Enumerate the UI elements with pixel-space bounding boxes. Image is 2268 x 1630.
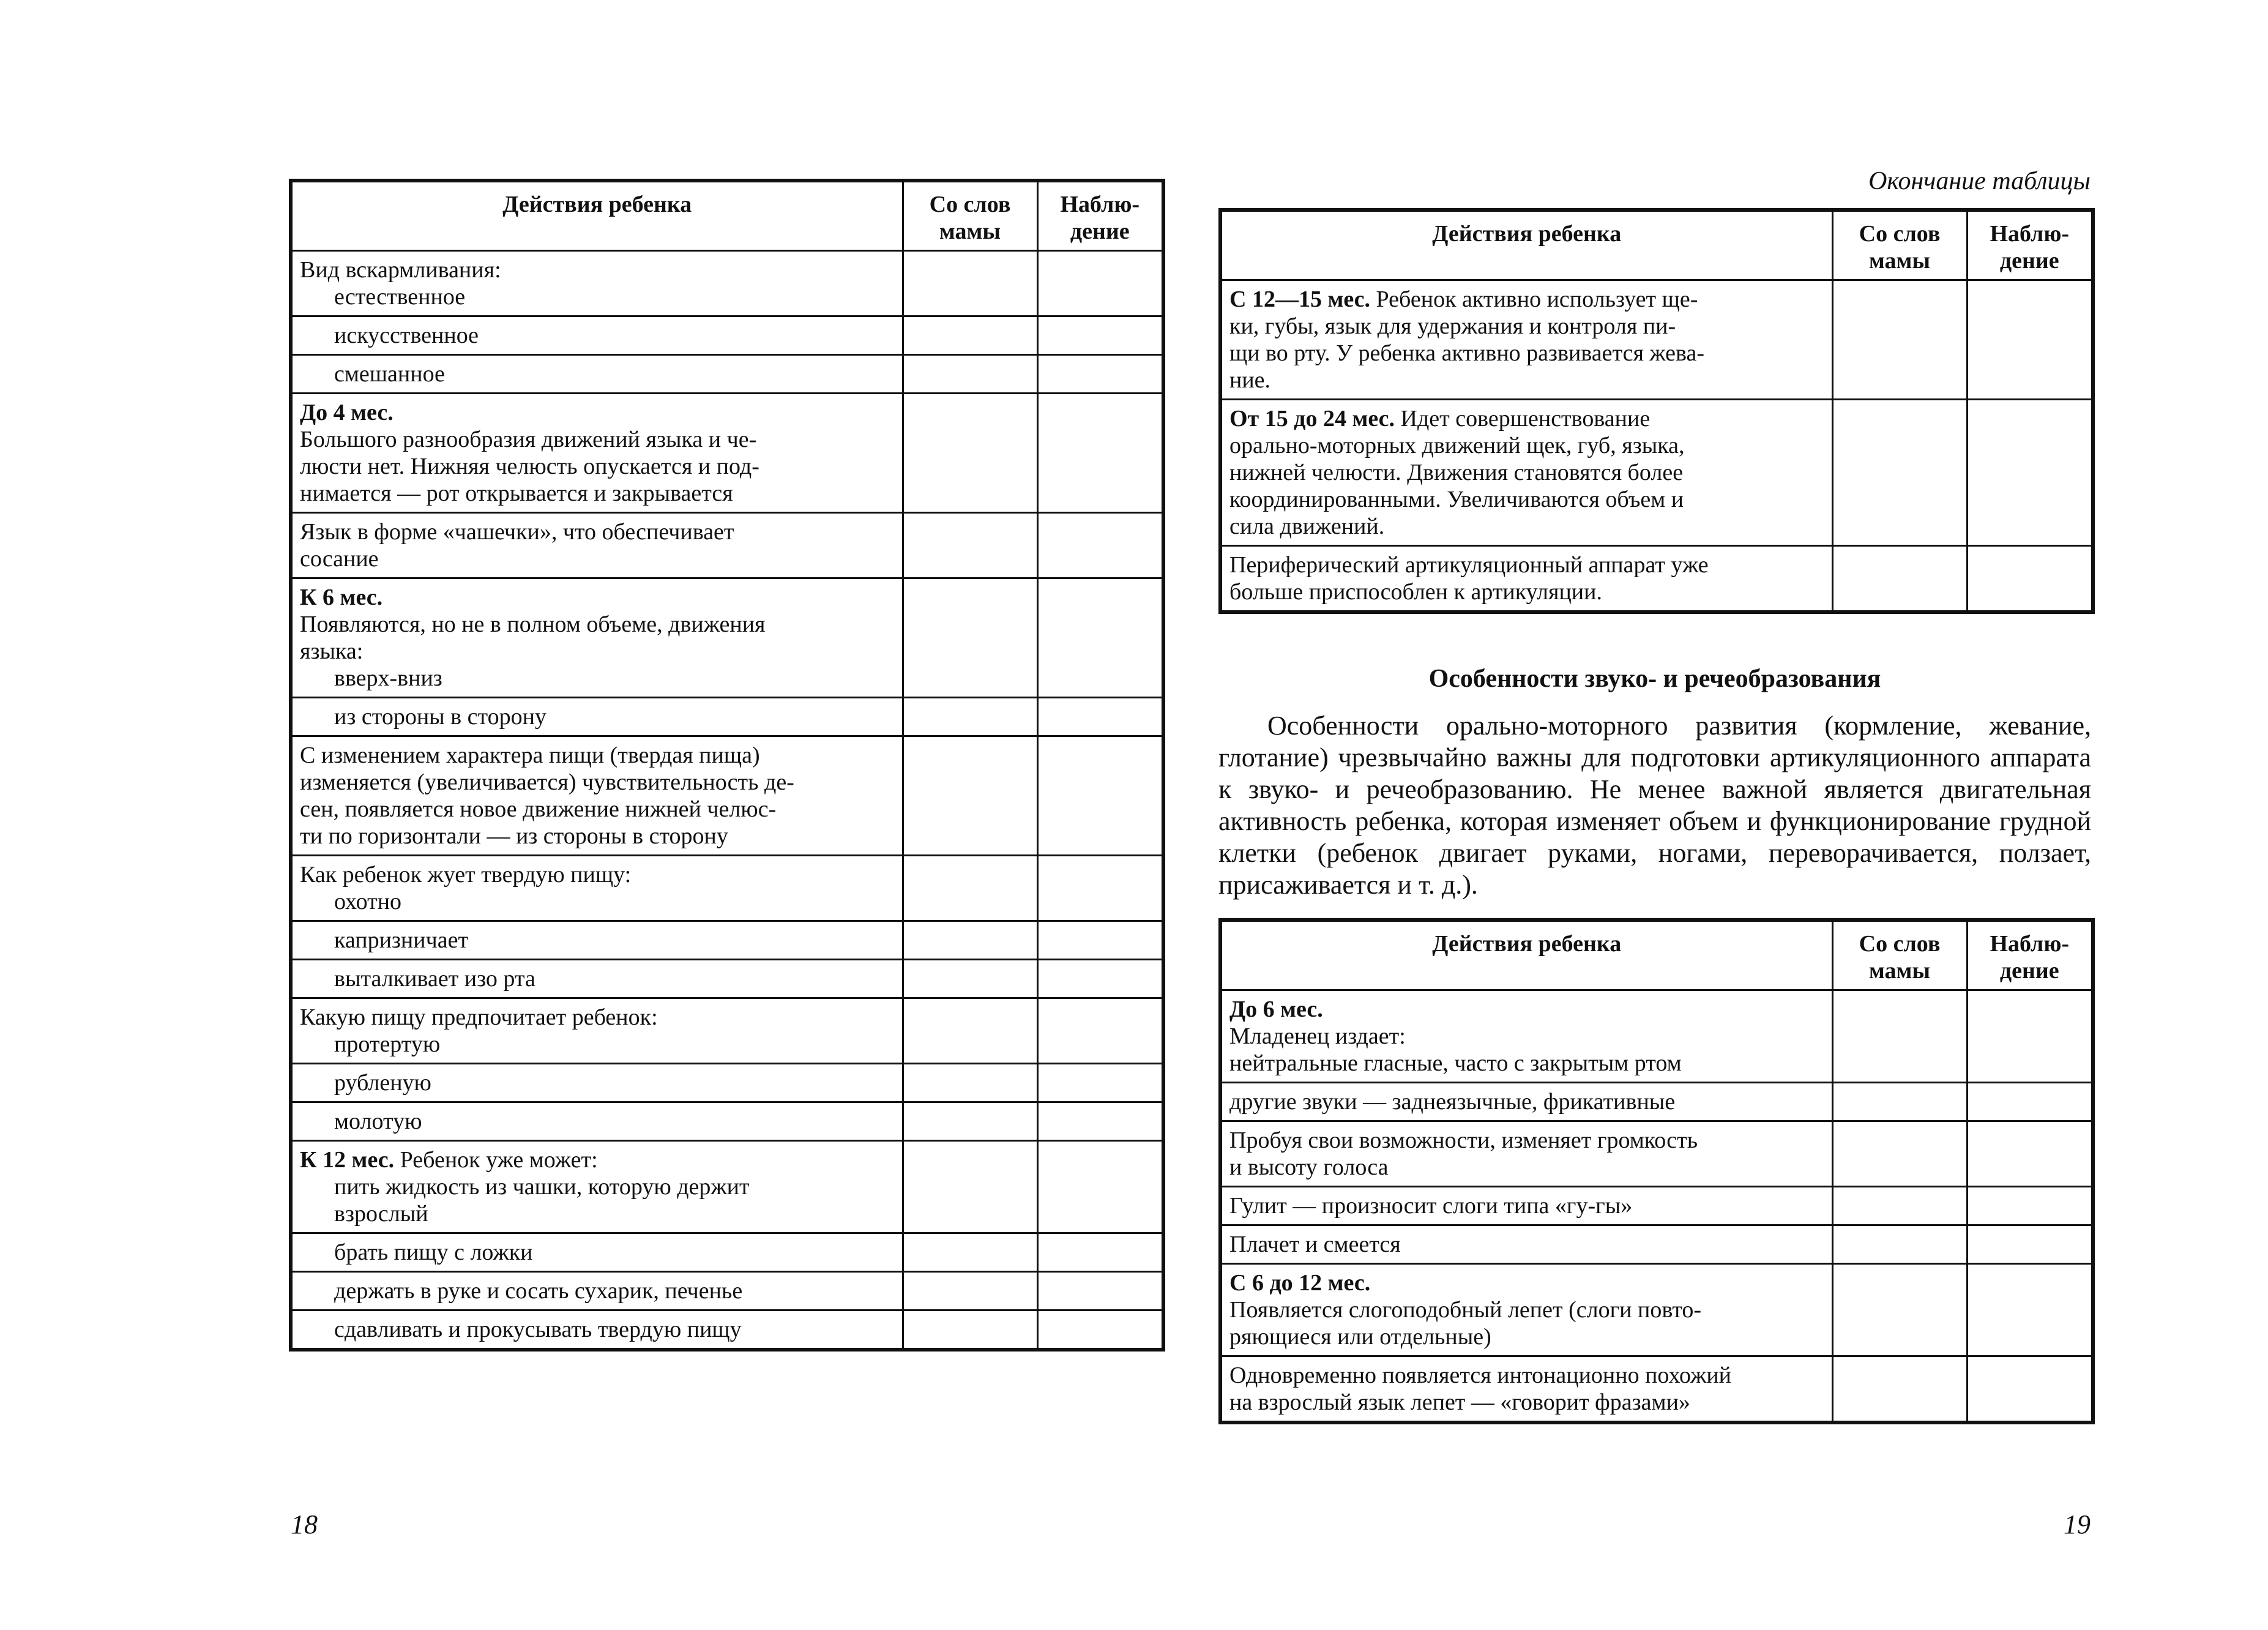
cell-text: Как ребенок жует твердую пищу: bbox=[300, 862, 632, 888]
column-header-action: Действия ребенка bbox=[291, 181, 903, 251]
age-label: С 6 до 12 мес. bbox=[1229, 1270, 1371, 1296]
cell-text: Появляются, но не в полном объеме, движения bbox=[300, 611, 766, 637]
cell-text: брать пищу с ложки bbox=[334, 1239, 533, 1265]
cell-text: другие звуки — заднеязычные, фрикативные bbox=[1229, 1089, 1676, 1115]
cell-text: орально-моторных движений щек, губ, языка, bbox=[1229, 433, 1685, 458]
cell-text: сдавливать и прокусывать твердую пищу bbox=[334, 1317, 742, 1342]
mom-answer-cell[interactable] bbox=[903, 921, 1037, 960]
cell-line bbox=[300, 861, 895, 888]
action-cell bbox=[1220, 1187, 1832, 1225]
table-row bbox=[291, 1141, 1163, 1233]
action-cell bbox=[1220, 546, 1832, 613]
cell-text: выталкивает изо рта bbox=[334, 966, 535, 992]
cell-text: Ребенок активно использует ще- bbox=[1370, 286, 1698, 312]
action-cell bbox=[1220, 280, 1832, 400]
cell-line bbox=[1229, 551, 1824, 578]
action-cell bbox=[291, 960, 903, 998]
action-cell bbox=[291, 1310, 903, 1350]
table-row bbox=[1220, 990, 2093, 1083]
cell-line bbox=[1229, 1050, 1824, 1077]
table-row bbox=[291, 921, 1163, 960]
cell-line bbox=[1229, 1192, 1824, 1219]
cell-line bbox=[1229, 367, 1824, 394]
cell-text: координированными. Увеличиваются объем и bbox=[1229, 487, 1684, 512]
cell-text: и высоту голоса bbox=[1229, 1154, 1389, 1180]
table-row bbox=[291, 316, 1163, 355]
cell-text: Какую пищу предпочитает ребенок: bbox=[300, 1004, 658, 1030]
table-row bbox=[291, 251, 1163, 316]
table-row bbox=[1220, 1264, 2093, 1356]
table-header-row bbox=[1220, 210, 2093, 280]
column-header-observation: Наблю-дение bbox=[1967, 210, 2093, 280]
mom-answer-cell[interactable] bbox=[1832, 1121, 1967, 1187]
mom-answer-cell[interactable] bbox=[903, 698, 1037, 736]
table-row bbox=[1220, 1187, 2093, 1225]
cell-line bbox=[1229, 313, 1824, 340]
mom-answer-cell[interactable] bbox=[903, 355, 1037, 394]
cell-text: протертую bbox=[334, 1031, 441, 1057]
cell-line bbox=[300, 742, 895, 769]
cell-text: нейтральные гласные, часто с закрытым ртом bbox=[1229, 1050, 1682, 1076]
speech-formation-table bbox=[1218, 918, 2095, 1424]
column-header-action: Действия ребенка bbox=[1220, 210, 1832, 280]
mom-answer-cell[interactable] bbox=[903, 513, 1037, 578]
observation-cell[interactable] bbox=[1967, 990, 2093, 1083]
oral-motor-table bbox=[1218, 208, 2095, 614]
mom-answer-cell[interactable] bbox=[903, 251, 1037, 316]
cell-text: пить жидкость из чашки, которую держит bbox=[334, 1174, 750, 1200]
continuation-label: Окончание таблицы bbox=[1868, 167, 2091, 195]
table-row bbox=[291, 1064, 1163, 1102]
cell-text: ки, губы, язык для удержания и контроля пи- bbox=[1229, 313, 1676, 339]
action-cell bbox=[1220, 1083, 1832, 1121]
cell-text: смешанное bbox=[334, 361, 445, 387]
mom-answer-cell[interactable] bbox=[903, 736, 1037, 856]
cell-text: искусственное bbox=[334, 323, 479, 348]
cell-text: сен, появляется новое движение нижней челюс- bbox=[300, 796, 777, 822]
cell-text: на взрослый язык лепет — «говорит фразами» bbox=[1229, 1389, 1690, 1415]
table-row bbox=[291, 736, 1163, 856]
action-cell bbox=[291, 998, 903, 1064]
cell-text: держать в руке и сосать сухарик, печенье bbox=[334, 1278, 743, 1304]
cell-text: люсти нет. Нижняя челюсть опускается и под- bbox=[300, 454, 759, 479]
cell-line bbox=[300, 1108, 895, 1135]
table-row bbox=[291, 1272, 1163, 1310]
right-page bbox=[1134, 0, 2268, 1630]
cell-text: молотую bbox=[334, 1108, 422, 1134]
table-row bbox=[1220, 1083, 2093, 1121]
action-cell bbox=[291, 698, 903, 736]
cell-line bbox=[300, 518, 895, 545]
cell-line bbox=[1229, 1088, 1824, 1115]
cell-line bbox=[300, 399, 895, 426]
age-label: К 12 мес. bbox=[300, 1147, 395, 1173]
cell-line bbox=[300, 283, 895, 310]
cell-text: Пробуя свои возможности, изменяет громкость bbox=[1229, 1127, 1698, 1153]
mom-answer-cell[interactable] bbox=[903, 1233, 1037, 1272]
cell-line bbox=[300, 322, 895, 349]
action-cell bbox=[1220, 1225, 1832, 1264]
action-cell bbox=[291, 1272, 903, 1310]
cell-text: естественное bbox=[334, 284, 466, 310]
column-header-mom: Со слов мамы bbox=[1832, 920, 1967, 990]
column-header-observation: Наблю-дение bbox=[1967, 920, 2093, 990]
age-label: От 15 до 24 мес. bbox=[1229, 406, 1395, 432]
age-label: С 12—15 мес. bbox=[1229, 286, 1371, 312]
table-row bbox=[291, 698, 1163, 736]
mom-answer-cell[interactable] bbox=[1832, 1225, 1967, 1264]
cell-line bbox=[300, 1316, 895, 1343]
column-header-mom: Со слов мамы bbox=[903, 181, 1037, 251]
action-cell bbox=[1220, 1264, 1832, 1356]
mom-answer-cell[interactable] bbox=[903, 856, 1037, 921]
table-body bbox=[1220, 990, 2093, 1423]
table-row bbox=[291, 1102, 1163, 1141]
action-cell bbox=[291, 251, 903, 316]
action-cell bbox=[291, 856, 903, 921]
cell-line bbox=[1229, 432, 1824, 459]
mom-answer-cell[interactable] bbox=[903, 998, 1037, 1064]
cell-line bbox=[300, 453, 895, 480]
cell-text: из стороны в сторону bbox=[334, 704, 546, 730]
cell-line bbox=[300, 1146, 895, 1173]
cell-line bbox=[300, 1200, 895, 1227]
cell-line bbox=[300, 796, 895, 823]
cell-text: рубленую bbox=[334, 1070, 431, 1096]
cell-line bbox=[1229, 513, 1824, 540]
table-row bbox=[1220, 400, 2093, 546]
observation-cell[interactable] bbox=[1967, 280, 2093, 400]
action-cell bbox=[291, 578, 903, 698]
cell-line bbox=[300, 965, 895, 992]
cell-text: сосание bbox=[300, 546, 379, 572]
cell-text: Младенец издает: bbox=[1229, 1023, 1406, 1049]
cell-text: взрослый bbox=[334, 1201, 428, 1227]
cell-line bbox=[1229, 578, 1824, 605]
cell-line bbox=[300, 584, 895, 611]
observation-cell[interactable] bbox=[1967, 1187, 2093, 1225]
page-number-right: 19 bbox=[2064, 1509, 2091, 1539]
table-row bbox=[291, 1233, 1163, 1272]
observation-cell[interactable] bbox=[1967, 1083, 2093, 1121]
cell-line bbox=[1229, 486, 1824, 513]
table-row bbox=[291, 578, 1163, 698]
table-header-row bbox=[291, 181, 1163, 251]
cell-line bbox=[300, 1031, 895, 1058]
cell-line bbox=[300, 611, 895, 638]
cell-text: Ребенок уже может: bbox=[394, 1147, 598, 1173]
cell-text: ние. bbox=[1229, 367, 1271, 393]
mom-answer-cell[interactable] bbox=[1832, 1264, 1967, 1356]
cell-text: Появляется слогоподобный лепет (слоги повто- bbox=[1229, 1297, 1702, 1323]
cell-line bbox=[300, 480, 895, 507]
cell-line bbox=[300, 1277, 895, 1304]
cell-line bbox=[300, 888, 895, 915]
observation-cell[interactable] bbox=[1967, 400, 2093, 546]
cell-text: Вид вскармливания: bbox=[300, 257, 501, 283]
cell-text: Гулит — произносит слоги типа «гу-гы» bbox=[1229, 1193, 1633, 1219]
cell-line bbox=[1229, 1296, 1824, 1323]
cell-text: языка: bbox=[300, 638, 364, 664]
cell-line bbox=[300, 823, 895, 850]
mom-answer-cell[interactable] bbox=[903, 1272, 1037, 1310]
table-row bbox=[1220, 1225, 2093, 1264]
cell-text: нижней челюсти. Движения становятся более bbox=[1229, 460, 1684, 485]
cell-line bbox=[1229, 1362, 1824, 1389]
action-cell bbox=[1220, 1356, 1832, 1423]
table-row bbox=[1220, 1121, 2093, 1187]
cell-line bbox=[1229, 459, 1824, 486]
section-heading: Особенности звуко- и речеобразования bbox=[1428, 665, 1881, 693]
cell-line bbox=[1229, 996, 1824, 1023]
observation-cell[interactable] bbox=[1967, 1121, 2093, 1187]
cell-text: Большого разнообразия движений языка и че- bbox=[300, 427, 757, 452]
cell-line bbox=[1229, 340, 1824, 367]
cell-text: нимается — рот открывается и закрывается bbox=[300, 480, 733, 506]
action-cell bbox=[291, 316, 903, 355]
cell-line bbox=[300, 638, 895, 665]
cell-text: Язык в форме «чашечки», что обеспечивает bbox=[300, 519, 734, 545]
table-row bbox=[1220, 1356, 2093, 1423]
feeding-observation-table bbox=[289, 179, 1165, 1351]
mom-answer-cell[interactable] bbox=[903, 1102, 1037, 1141]
cell-text: сила движений. bbox=[1229, 514, 1385, 539]
cell-text: Плачет и смеется bbox=[1229, 1232, 1401, 1257]
action-cell bbox=[291, 355, 903, 394]
cell-line bbox=[1229, 1389, 1824, 1416]
cell-text: больше приспособлен к артикуляции. bbox=[1229, 579, 1602, 605]
observation-cell[interactable] bbox=[1967, 1356, 2093, 1423]
cell-line bbox=[1229, 286, 1824, 313]
cell-text: вверх-вниз bbox=[334, 665, 442, 691]
cell-line bbox=[300, 545, 895, 572]
age-label: До 6 мес. bbox=[1229, 996, 1323, 1022]
table-row bbox=[291, 856, 1163, 921]
page-number-left: 18 bbox=[291, 1509, 318, 1539]
mom-answer-cell[interactable] bbox=[1832, 400, 1967, 546]
mom-answer-cell[interactable] bbox=[903, 316, 1037, 355]
cell-line bbox=[1229, 1127, 1824, 1154]
cell-text: С изменением характера пищи (твердая пища) bbox=[300, 742, 760, 768]
table-row bbox=[291, 355, 1163, 394]
cell-line bbox=[300, 1004, 895, 1031]
action-cell bbox=[291, 1141, 903, 1233]
table-row bbox=[291, 513, 1163, 578]
section-paragraph: Особенности орально-моторного развития (кормление, жевание, глотание) чрезвычайно важны для подготовки артикуляционного аппарата к звуко- и речеобразованию. Не менее важной является двигательная активность ребенка, которая изменяет объем и функционирование грудной клетки (ребенок двигает руками, ногами, переворачивается, ползает, присаживается и т. д.). bbox=[1218, 711, 2091, 900]
mom-answer-cell[interactable] bbox=[1832, 1356, 1967, 1423]
cell-text: щи во рту. У ребенка активно развивается жева- bbox=[1229, 340, 1705, 366]
column-header-mom: Со слов мамы bbox=[1832, 210, 1967, 280]
table-body bbox=[291, 251, 1163, 1350]
table-row bbox=[291, 1310, 1163, 1350]
table-row bbox=[1220, 280, 2093, 400]
cell-line bbox=[300, 927, 895, 954]
cell-line bbox=[300, 703, 895, 730]
cell-text: изменяется (увеличивается) чувствительность де- bbox=[300, 769, 794, 795]
action-cell bbox=[291, 513, 903, 578]
action-cell bbox=[291, 921, 903, 960]
cell-line bbox=[1229, 1323, 1824, 1350]
age-label: К 6 мес. bbox=[300, 585, 383, 610]
observation-cell[interactable] bbox=[1967, 1264, 2093, 1356]
action-cell bbox=[1220, 400, 1832, 546]
cell-text: Одновременно появляется интонационно похожий bbox=[1229, 1363, 1732, 1388]
mom-answer-cell[interactable] bbox=[903, 1141, 1037, 1233]
observation-cell[interactable] bbox=[1967, 1225, 2093, 1264]
action-cell bbox=[291, 1233, 903, 1272]
cell-line bbox=[300, 361, 895, 387]
action-cell bbox=[291, 394, 903, 513]
mom-answer-cell[interactable] bbox=[903, 394, 1037, 513]
cell-line bbox=[1229, 405, 1824, 432]
action-cell bbox=[1220, 990, 1832, 1083]
action-cell bbox=[291, 736, 903, 856]
cell-line bbox=[1229, 1023, 1824, 1050]
cell-text: ти по горизонтали — из стороны в сторону bbox=[300, 823, 728, 849]
cell-line bbox=[300, 1239, 895, 1266]
column-header-action: Действия ребенка bbox=[1220, 920, 1832, 990]
cell-text: охотно bbox=[334, 889, 402, 914]
observation-cell[interactable] bbox=[1967, 546, 2093, 613]
cell-text: Идет совершенствование bbox=[1395, 406, 1651, 432]
mom-answer-cell[interactable] bbox=[903, 1064, 1037, 1102]
action-cell bbox=[1220, 1121, 1832, 1187]
mom-answer-cell[interactable] bbox=[1832, 1083, 1967, 1121]
cell-line bbox=[1229, 1269, 1824, 1296]
cell-line bbox=[300, 769, 895, 796]
mom-answer-cell[interactable] bbox=[903, 1310, 1037, 1350]
column-header-observation: Наблю-дение bbox=[1037, 181, 1163, 251]
cell-line bbox=[1229, 1154, 1824, 1181]
mom-answer-cell[interactable] bbox=[903, 578, 1037, 698]
cell-line bbox=[300, 426, 895, 453]
action-cell bbox=[291, 1102, 903, 1141]
cell-line bbox=[300, 256, 895, 283]
mom-answer-cell[interactable] bbox=[1832, 546, 1967, 613]
cell-line bbox=[300, 1173, 895, 1200]
age-label: До 4 мес. bbox=[300, 400, 394, 425]
cell-text: Периферический артикуляционный аппарат уже bbox=[1229, 552, 1709, 578]
mom-answer-cell[interactable] bbox=[1832, 1187, 1967, 1225]
cell-text: ряющиеся или отдельные) bbox=[1229, 1324, 1491, 1350]
table-row bbox=[1220, 546, 2093, 613]
mom-answer-cell[interactable] bbox=[903, 960, 1037, 998]
table-body bbox=[1220, 280, 2093, 613]
mom-answer-cell[interactable] bbox=[1832, 990, 1967, 1083]
cell-line bbox=[300, 665, 895, 692]
action-cell bbox=[291, 1064, 903, 1102]
table-row bbox=[291, 998, 1163, 1064]
cell-line bbox=[1229, 1231, 1824, 1258]
table-row bbox=[291, 960, 1163, 998]
table-row bbox=[291, 394, 1163, 513]
table-header-row bbox=[1220, 920, 2093, 990]
cell-text: капризничает bbox=[334, 927, 469, 953]
mom-answer-cell[interactable] bbox=[1832, 280, 1967, 400]
cell-line bbox=[300, 1069, 895, 1096]
